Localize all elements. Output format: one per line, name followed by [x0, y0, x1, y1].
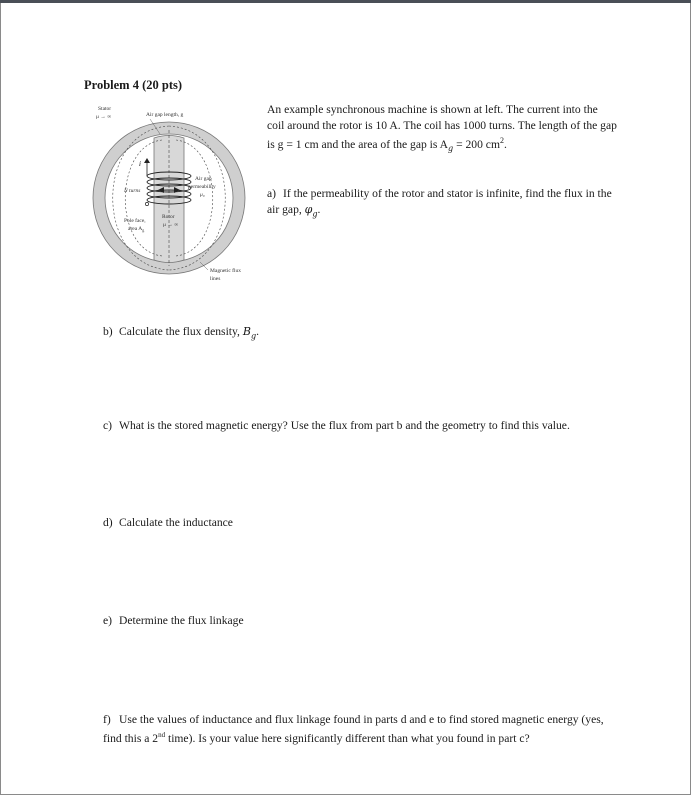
question-b: b) Calculate the flux density, $B_g$. — [103, 325, 259, 341]
question-f: f) Use the values of inductance and flux linkage found in parts d and e to find stored magnetic energy (yes, find this a 2nd time). Is your value here significantly different than what you found in part c? — [103, 713, 604, 745]
current-label: i — [139, 160, 141, 168]
problem-title: Problem 4 (20 pts) — [84, 78, 183, 92]
flux-lines-label-1: Magnetic flux — [210, 268, 242, 274]
stator-label: Stator — [98, 106, 112, 112]
pole-face-label-2: area $A_g$ — [128, 226, 145, 233]
airgap-perm-label-2: permeability — [188, 184, 216, 190]
stator-mu-label: μ → ∞ — [96, 114, 112, 120]
flux-lines-label-2: lines — [210, 276, 221, 282]
synchronous-machine-diagram — [84, 100, 264, 290]
rotor-body — [154, 136, 184, 263]
rotor-label: Rotor — [162, 214, 175, 220]
rotor-mu-label: μ → ∞ — [163, 222, 179, 228]
airgap-perm-label-1: Air gap — [195, 176, 212, 182]
airgap-mu-label: μ₀ — [200, 192, 205, 198]
question-a: a) If the permeability of the rotor and stator is infinite, find the flux in the air gap, $\varphi_g$. — [267, 187, 612, 218]
question-c: c) What is the stored magnetic energy? Use the flux from part b and the geometry to find this value. — [103, 419, 570, 432]
question-e: e) Determine the flux linkage — [103, 614, 244, 627]
n-turns-label: N turns — [124, 188, 141, 194]
question-d: d) Calculate the inductance — [103, 516, 233, 529]
pole-face-label-1: Pole face, — [124, 218, 146, 224]
problem-intro: An example synchronous machine is shown at left. The current into the coil around the rotor is 10 A. The coil has 1000 turns. The length of the gap is g = 1 cm and the area of the gap is $A_g = 200$ $cm^2$. — [267, 103, 617, 154]
airgap-length-label: Air gap length, g — [146, 112, 184, 118]
